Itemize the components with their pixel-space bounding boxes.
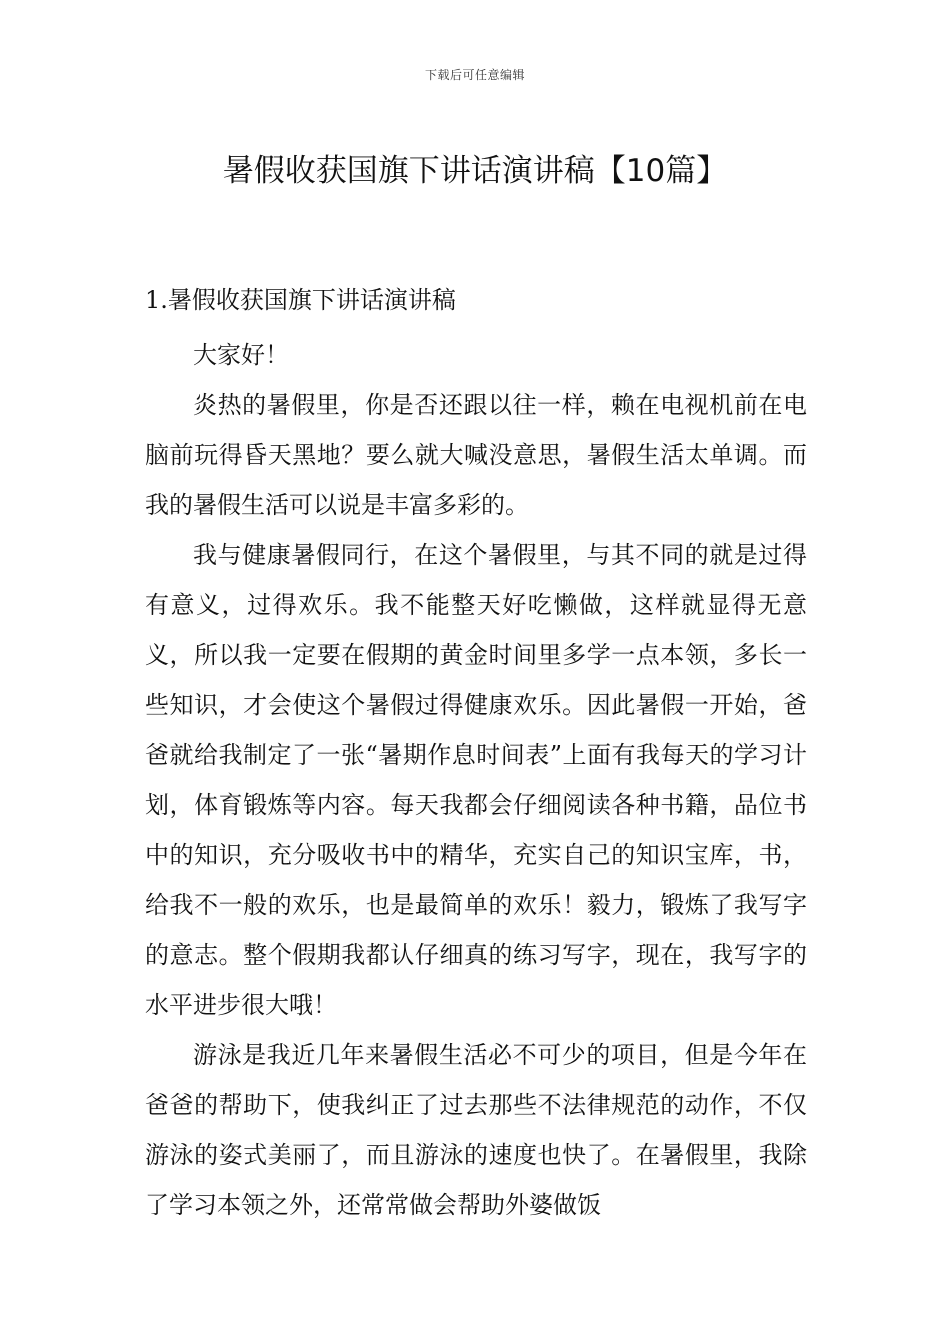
header-note: 下载后可任意编辑 [424,68,525,82]
section-heading: 1.暑假收获国旗下讲话演讲稿 [145,286,456,314]
document-title: 暑假收获国旗下讲话演讲稿【10篇】 [222,152,728,189]
paragraph-1: 炎热的暑假里，你是否还跟以往一样，赖在电视机前在电脑前玩得昏天黑地？要么就大喊没意思，暑假生活太单调。而我的暑假生活可以说是丰富多彩的。 [145,391,807,519]
body-text [145,330,807,1230]
paragraph-greeting: 大家好！ [193,341,289,369]
paragraph-3: 游泳是我近几年来暑假生活必不可少的项目，但是今年在爸爸的帮助下，使我纠正了过去那些不法律规范的动作，不仅游泳的姿式美丽了，而且游泳的速度也快了。在暑假里，我除了学习本领之外，还常常做会帮助外婆做饭 [145,1041,807,1219]
paragraph-2: 我与健康暑假同行，在这个暑假里，与其不同的就是过得有意义，过得欢乐。我不能整天好吃懒做，这样就显得无意义，所以我一定要在假期的黄金时间里多学一点本领，多长一些知识，才会使这个暑假过得健康欢乐。因此暑假一开始，爸爸就给我制定了一张“暑期作息时间表”上面有我每天的学习计划，体育锻炼等内容。每天我都会仔细阅读各种书籍，品位书中的知识，充分吸收书中的精华，充实自己的知识宝库，书，给我不一般的欢乐，也是最简单的欢乐！毅力，锻炼了我写字的意志。整个假期我都认仔细真的练习写字，现在，我写字的水平进步很大哦！ [145,541,807,1019]
